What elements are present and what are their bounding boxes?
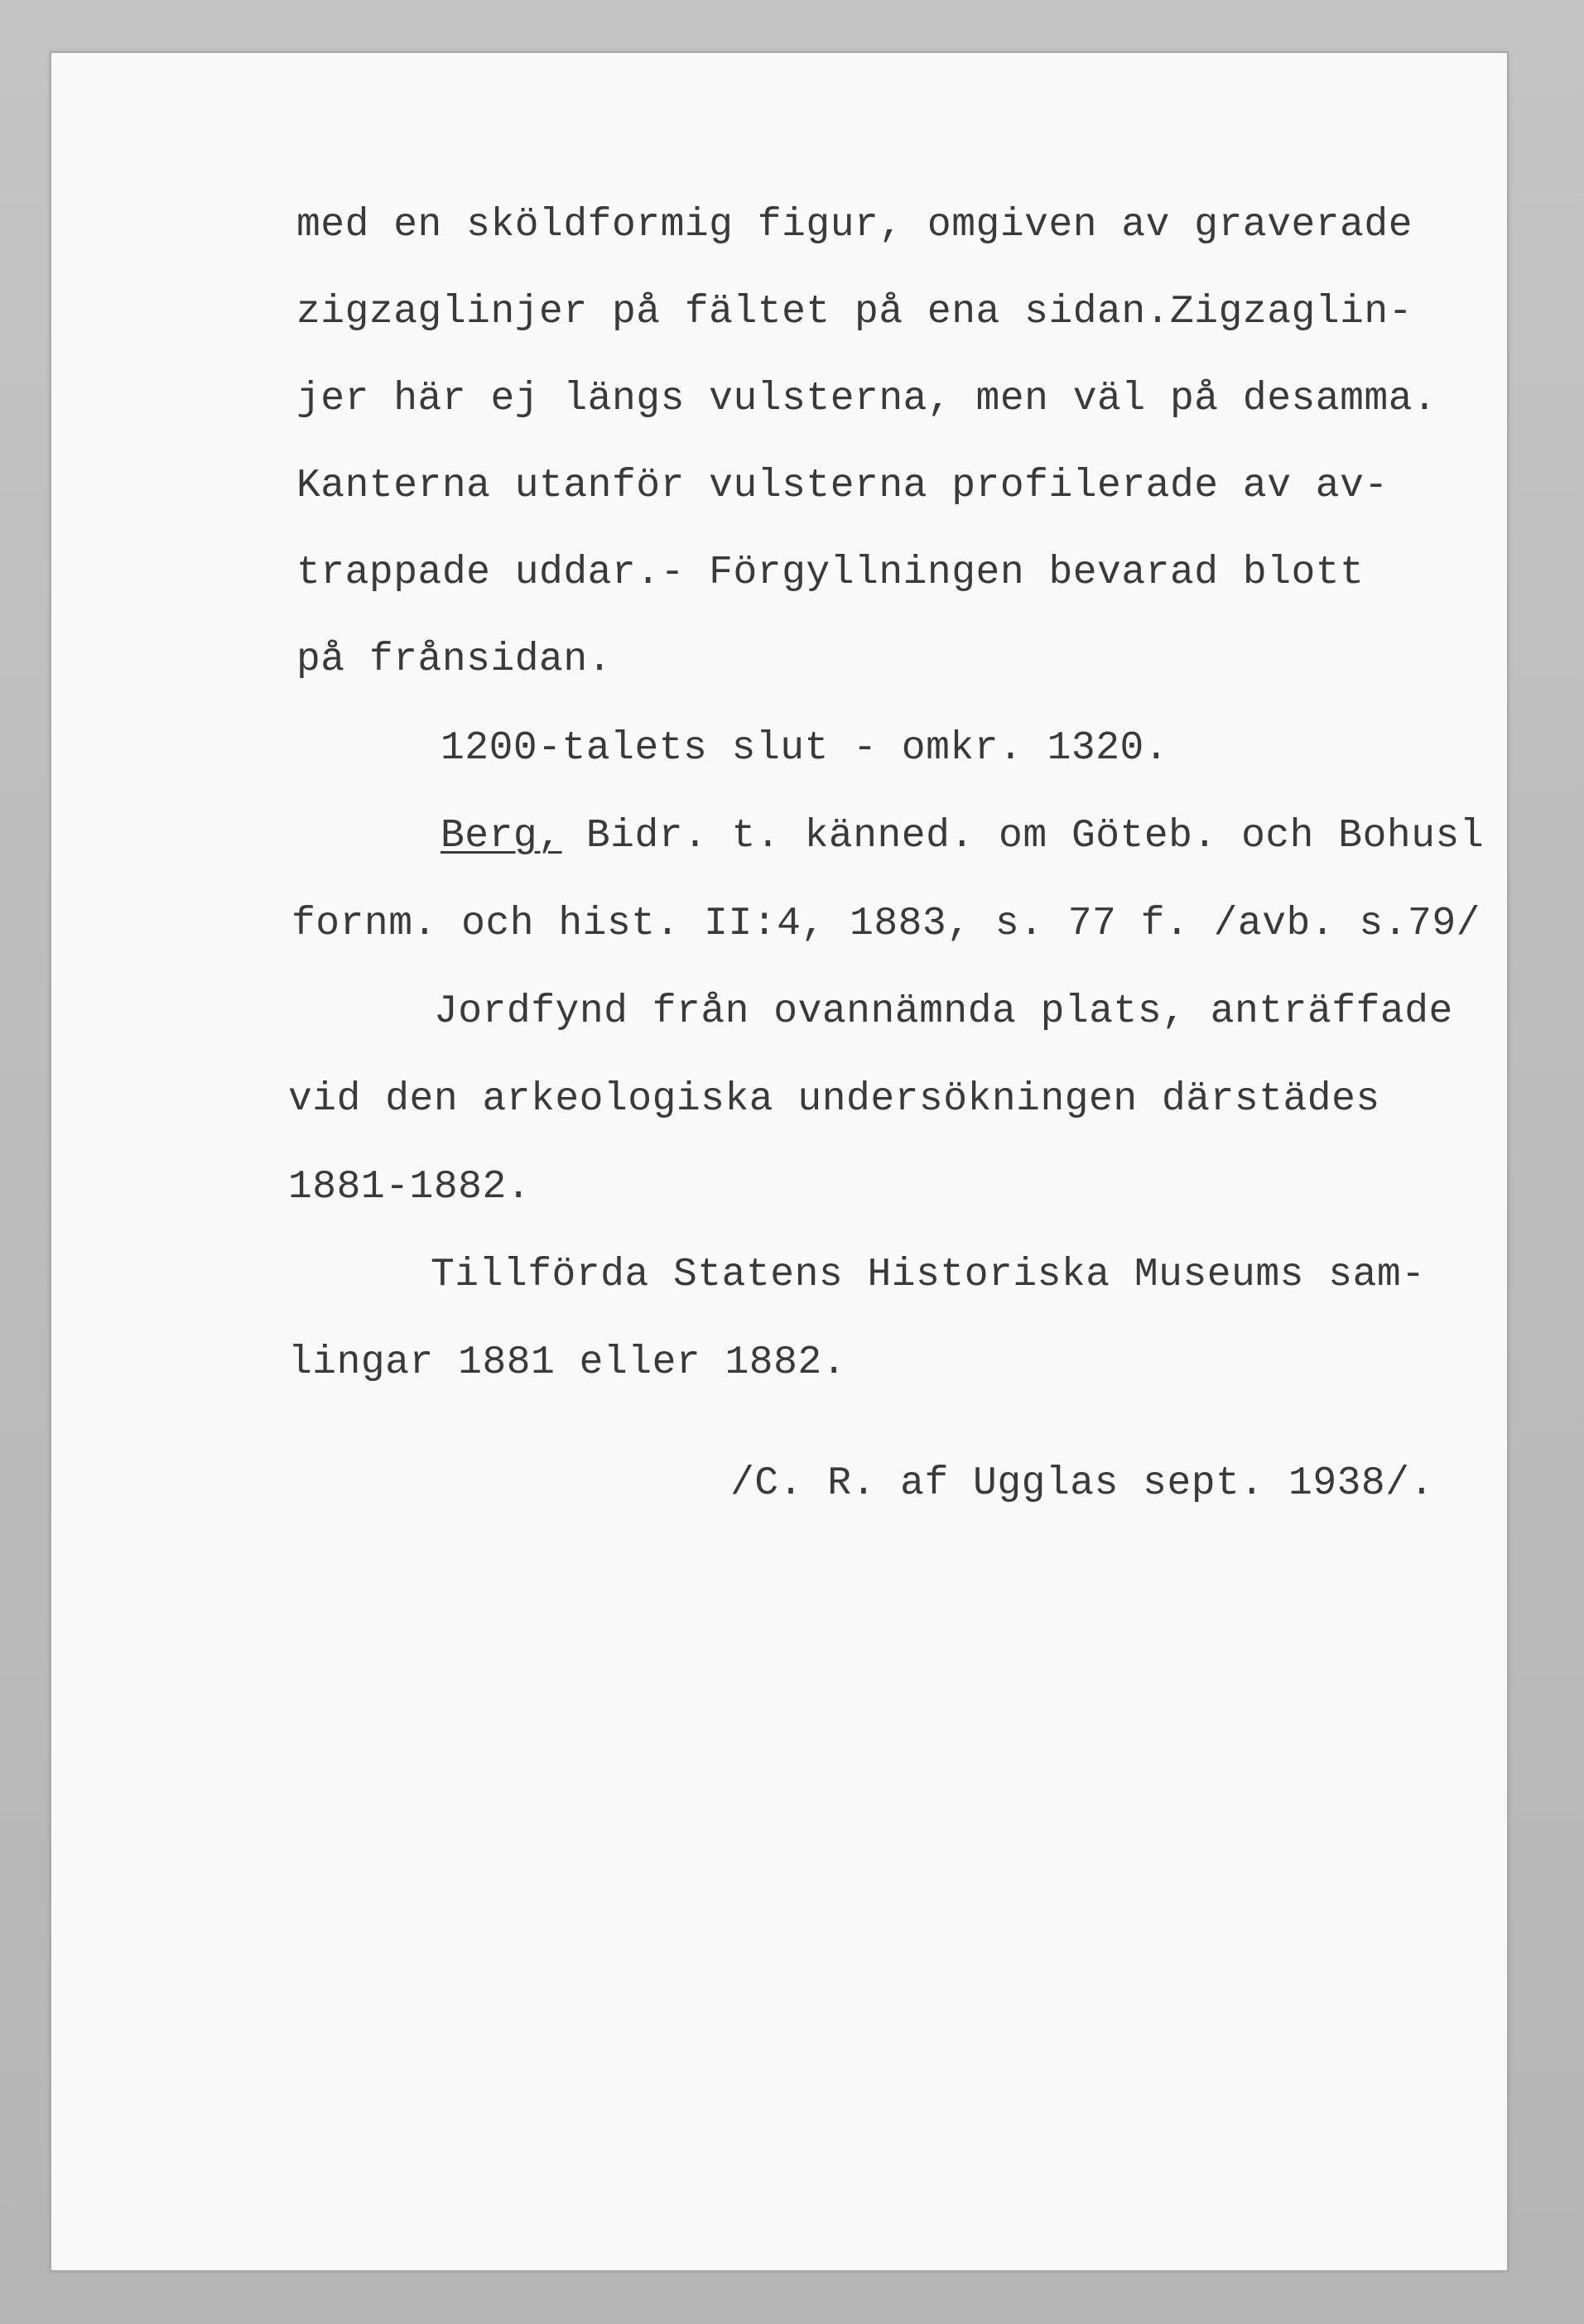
text-line-1: med en sköldformig figur, omgiven av graverade xyxy=(296,203,1413,248)
acquisition-line-2: lingar 1881 eller 1882. xyxy=(288,1340,847,1385)
reference-title: Bidr. t. känned. om Göteb. och Bohusl xyxy=(585,814,1485,859)
text-line-5: trappade uddar.- Förgyllningen bevarad blott xyxy=(296,551,1365,595)
reference-line-1 xyxy=(441,813,1484,859)
text-line-6: på frånsidan. xyxy=(296,638,612,682)
text-line-2: zigzaglinjer på fältet på ena sidan.Zigzaglin- xyxy=(296,290,1413,334)
signature-line: /C. R. af Ugglas sept. 1938/. xyxy=(730,1461,1434,1506)
typewritten-card xyxy=(51,53,1507,2270)
date-line: 1200-talets slut - omkr. 1320. xyxy=(441,726,1169,771)
provenance-line-2: vid den arkeologiska undersökningen därstädes xyxy=(288,1077,1380,1122)
provenance-line-1: Jordfynd från ovannämnda plats, anträffade xyxy=(434,989,1453,1034)
acquisition-line-1: Tillförda Statens Historiska Museums sam- xyxy=(431,1253,1426,1297)
provenance-line-3: 1881-1882. xyxy=(288,1165,532,1210)
text-line-3: jer här ej längs vulsterna, men väl på desamma. xyxy=(296,377,1437,421)
reference-author: Berg, xyxy=(441,814,562,859)
reference-line-2: fornm. och hist. II:4, 1883, s. 77 f. /avb. s.79/ xyxy=(291,902,1480,946)
text-line-4: Kanterna utanför vulsterna profilerade av av- xyxy=(296,464,1389,508)
